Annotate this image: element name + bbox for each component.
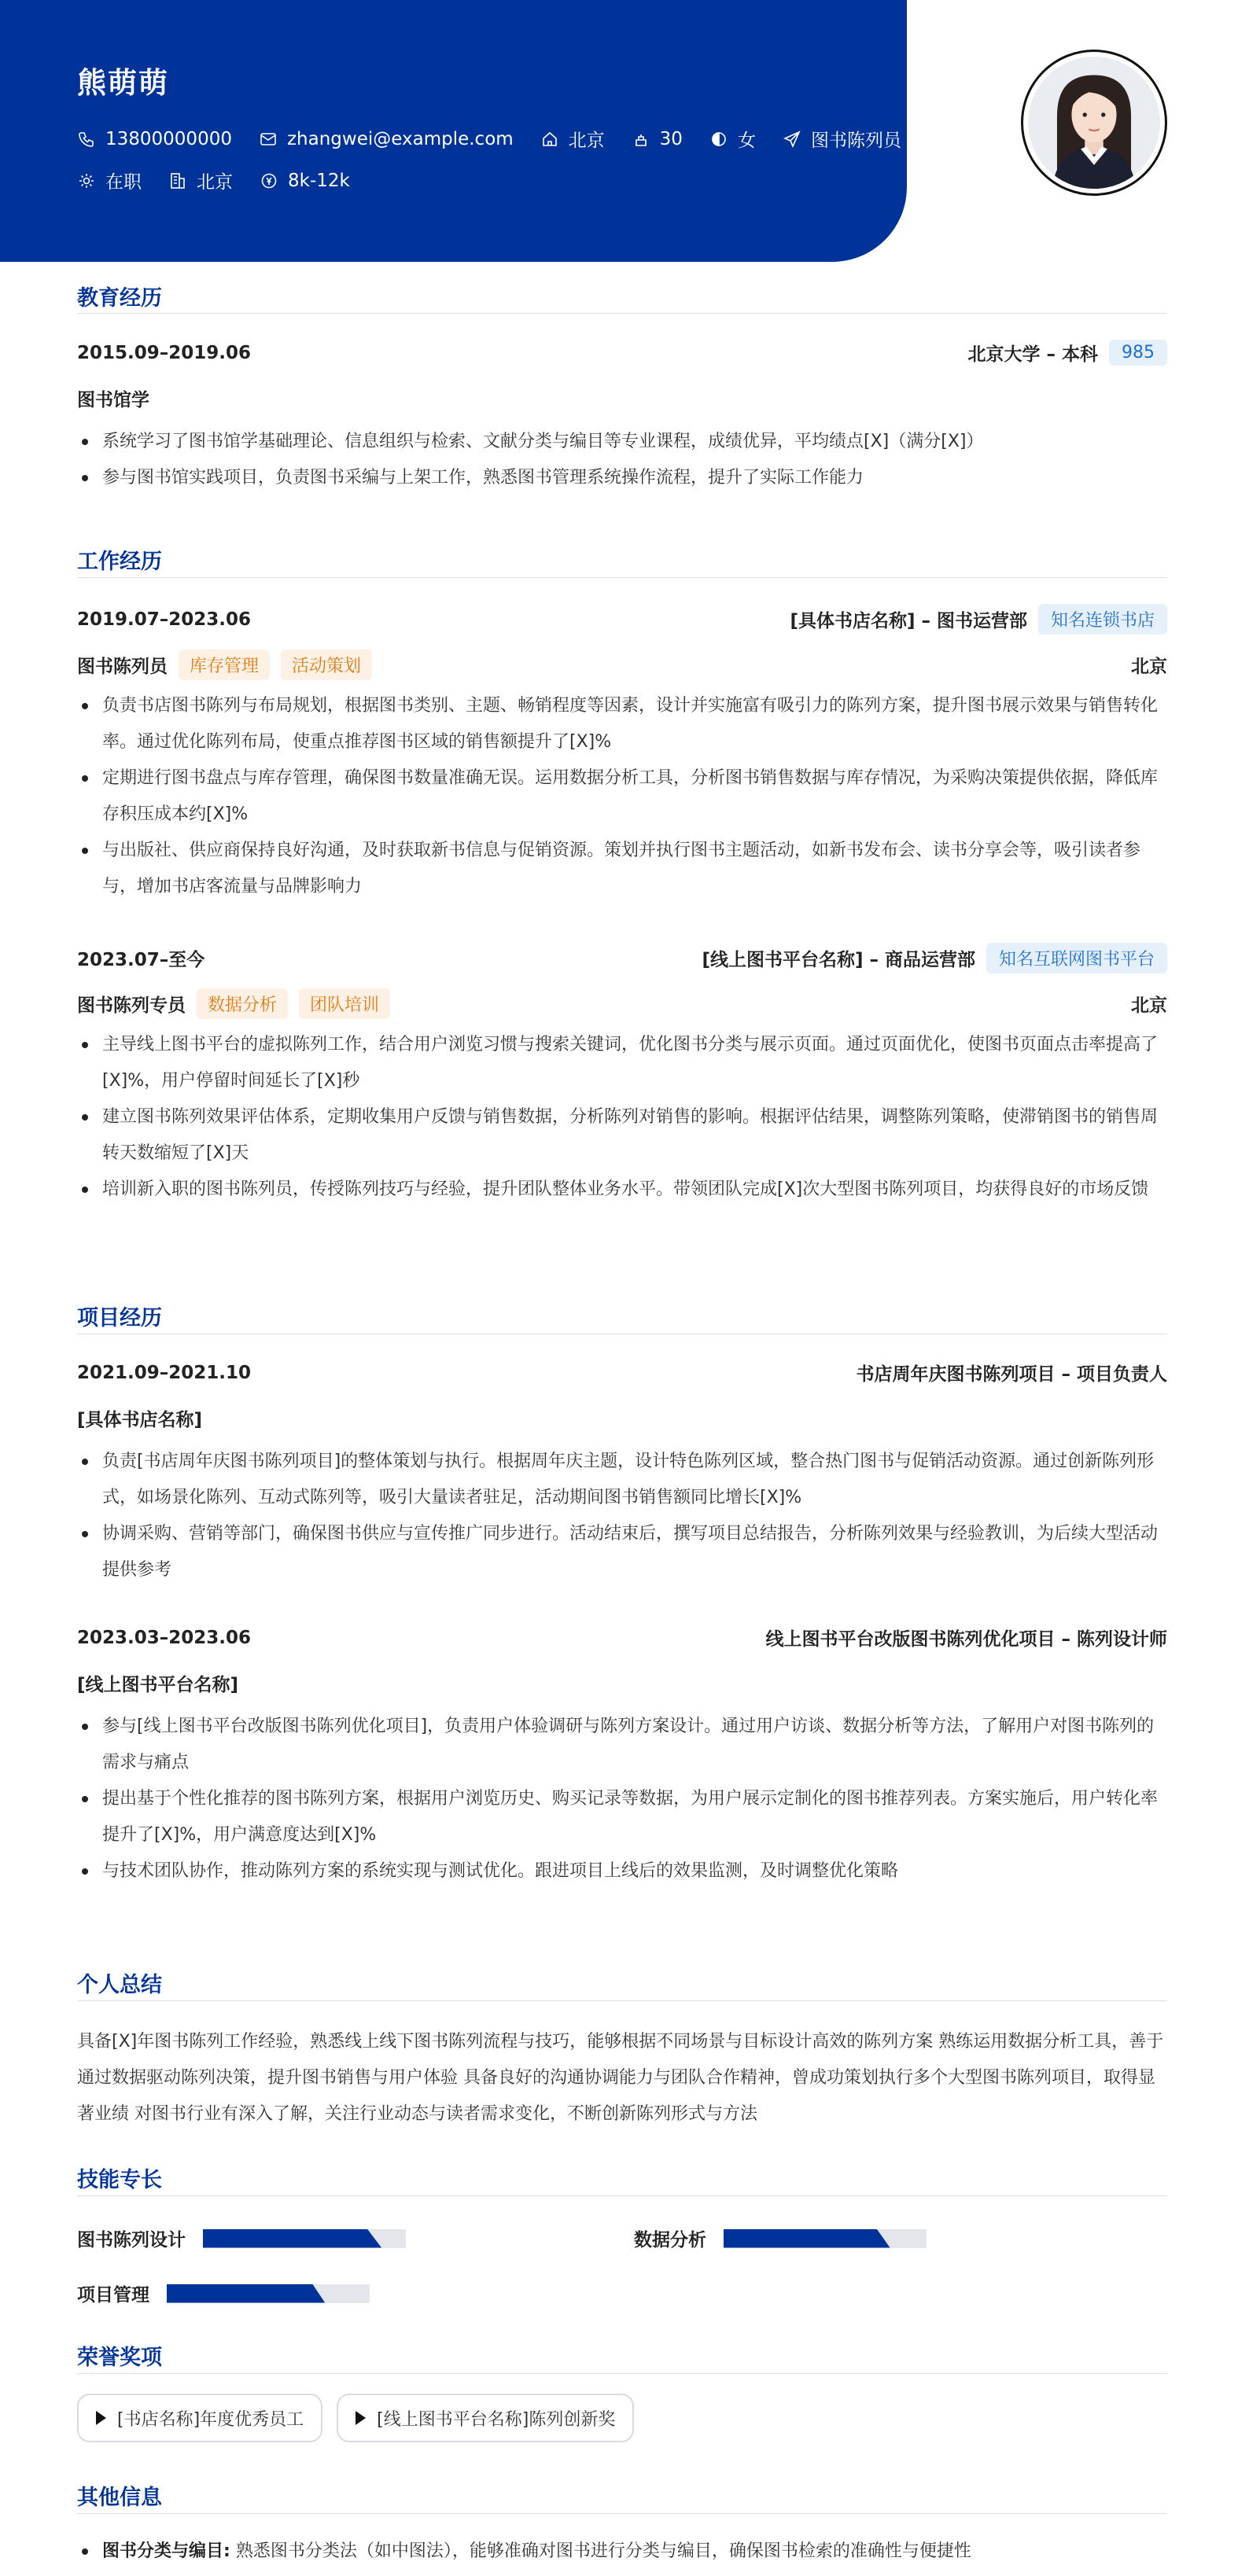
job-company: [线上图书平台名称] – 商品运营部 (702, 950, 975, 970)
summary-text: 具备[X]年图书陈列工作经验，熟悉线上线下图书陈列流程与技巧，能够根据不同场景与目标设计高效的陈列方案 熟练运用数据分析工具，善于通过数据驱动陈列决策，提升图书销售与用户体验 具备良好的沟通协调能力与团队合作精神，曾成功策划执行多个大型图书陈列项目，取得显著业绩 对图书行业有深入了解，关注行业动态与读者需求变化，不断创新陈列形式与方法 (77, 2032, 1164, 2124)
project-date: 2023.03–2023.06 (77, 1627, 252, 1648)
job-role-group (77, 988, 390, 1019)
job-skill-tag: 团队培训 (299, 988, 390, 1019)
list-item: 与技术团队协作，推动陈列方案的系统实现与测试优化。跟进项目上线后的效果监测，及时调整优化策略 (77, 1853, 1167, 1890)
target-city-item (168, 167, 233, 193)
age-icon (632, 130, 650, 149)
list-item: 与出版社、供应商保持良好沟通，及时获取新书信息与促销资源。策划并执行图书主题活动，如新书发布会、读书分享会等，吸引读者参与，增加书店客流量与品牌影响力 (77, 833, 1167, 905)
education-title: 教育经历 (77, 286, 162, 311)
phone-item (77, 129, 232, 149)
job-skill-tag: 数据分析 (197, 988, 288, 1019)
summary-title: 个人总结 (77, 1973, 162, 1997)
list-item (77, 2534, 1167, 2570)
section-divider (77, 577, 1167, 578)
contact-row (77, 126, 928, 152)
job-role-row (77, 988, 1167, 1019)
other-item-label: 图书分类与编目: (102, 2541, 230, 2561)
salary-text: 8k-12k (288, 170, 350, 191)
skill-bar (724, 2229, 927, 2248)
email-item (259, 129, 514, 149)
job-header-row (77, 604, 1167, 635)
job-bullets (77, 1027, 1167, 1208)
projects-title: 项目经历 (77, 1306, 162, 1330)
job-city: 北京 (1131, 995, 1167, 1016)
skill-item (634, 2225, 927, 2251)
education-tag: 985 (1109, 340, 1167, 366)
awards-title: 荣誉奖项 (77, 2346, 162, 2370)
award-chip (77, 2394, 322, 2442)
job-company-group (702, 943, 1167, 973)
phone-icon (77, 130, 96, 149)
education-date: 2015.09–2019.06 (77, 342, 252, 363)
status-icon (77, 171, 96, 190)
education-header-row (77, 340, 1167, 366)
skill-bar (203, 2229, 406, 2248)
list-item: 提出基于个性化推荐的图书陈列方案，根据用户浏览历史、购买记录等数据，为用户展示定制化的图书推荐列表。方案实施后，用户转化率提升了[X]%，用户满意度达到[X]% (77, 1781, 1167, 1853)
location-text: 北京 (568, 131, 605, 151)
job-role: 图书陈列专员 (77, 995, 186, 1016)
job-header-row (77, 943, 1167, 973)
skill-name: 图书陈列设计 (77, 2230, 186, 2250)
award-label: [书店名称]年度优秀员工 (117, 2409, 304, 2430)
play-triangle-icon (96, 2411, 106, 2425)
job-skill-tag: 库存管理 (179, 650, 270, 680)
project-org: [线上图书平台名称] (77, 1675, 239, 1695)
skill-bar (167, 2284, 370, 2303)
section-divider (77, 2000, 1167, 2001)
position-text: 图书陈列员 (810, 131, 901, 151)
position-item (783, 126, 901, 152)
age-text: 30 (659, 128, 683, 149)
mail-icon (259, 130, 278, 149)
avatar-photo (1028, 57, 1160, 189)
gender-text: 女 (737, 131, 756, 151)
list-item: 系统学习了图书馆学基础理论、信息组织与检索、文献分类与编目等专业课程，成绩优异，平均绩点[X]（满分[X]） (77, 424, 1167, 460)
email-text: zhangwei@example.com (286, 128, 514, 149)
work-title: 工作经历 (77, 550, 162, 574)
skill-bar-fill (724, 2229, 890, 2248)
award-chip (337, 2394, 634, 2442)
award-label: [线上图书平台名称]陈列创新奖 (377, 2409, 616, 2430)
project-bullets (77, 1444, 1167, 1588)
skill-item (77, 2280, 370, 2306)
send-icon (783, 130, 801, 149)
avatar (1021, 50, 1167, 196)
gender-item (709, 126, 756, 152)
project-header-row (77, 1360, 1167, 1386)
candidate-name: 熊萌萌 (77, 66, 169, 100)
list-item: 参与[线上图书平台改版图书陈列优化项目]，负责用户体验调研与陈列方案设计。通过用户访谈、数据分析等方法，了解用户对图书陈列的需求与痛点 (77, 1709, 1167, 1781)
project-header-row (77, 1625, 1167, 1650)
list-item: 协调采购、营销等部门，确保图书供应与宣传推广同步进行。活动结束后，撰写项目总结报告，分析陈列效果与经验教训，为后续大型活动提供参考 (77, 1516, 1167, 1588)
job-skill-tag: 活动策划 (281, 650, 372, 680)
skill-bar-fill (167, 2284, 325, 2303)
resume-header (0, 0, 907, 262)
education-school: 北京大学 – 本科 (967, 344, 1098, 365)
job-date: 2019.07–2023.06 (77, 609, 252, 630)
gender-icon (709, 130, 728, 149)
project-name: 线上图书平台改版图书陈列优化项目 – 陈列设计师 (765, 1629, 1167, 1650)
phone-text: 13800000000 (105, 128, 232, 149)
education-school-group (967, 340, 1167, 366)
education-bullets (77, 424, 1167, 496)
section-divider (77, 2513, 1167, 2514)
list-item: 负责[书店周年庆图书陈列项目]的整体策划与执行。根据周年庆主题，设计特色陈列区域，整合热门图书与促销活动资源。通过创新陈列形式，如场景化陈列、互动式陈列等，吸引大量读者驻足，活动期间图书销售额同比增长[X]% (77, 1444, 1167, 1516)
skill-item (77, 2225, 406, 2251)
education-major-row (77, 385, 1167, 411)
job-company: [具体书店名称] – 图书运营部 (790, 611, 1027, 631)
salary-item (260, 171, 350, 191)
job-company-group (790, 604, 1167, 635)
skill-bar-fill (203, 2229, 381, 2248)
job-role-row (77, 650, 1167, 680)
list-item: 主导线上图书平台的虚拟陈列工作，结合用户浏览习惯与搜索关键词，优化图书分类与展示页面。通过页面优化，使图书页面点击率提高了[X]%，用户停留时间延长了[X]秒 (77, 1027, 1167, 1099)
play-triangle-icon (356, 2411, 366, 2425)
location-item (540, 126, 605, 152)
status-item (77, 167, 142, 193)
section-divider (77, 2195, 1167, 2196)
job-company-tag: 知名互联网图书平台 (986, 943, 1167, 973)
skill-name: 数据分析 (634, 2230, 706, 2250)
home-icon (540, 130, 559, 149)
project-bullets (77, 1709, 1167, 1890)
section-divider (77, 2373, 1167, 2374)
project-date: 2021.09–2021.10 (77, 1362, 252, 1383)
skill-name: 项目管理 (77, 2285, 149, 2306)
job-role-group (77, 650, 372, 680)
other-title: 其他信息 (77, 2486, 162, 2510)
salary-icon (260, 171, 278, 190)
section-divider (77, 313, 1167, 314)
age-item (632, 129, 683, 149)
list-item: 负责书店图书陈列与布局规划，根据图书类别、主题、畅销程度等因素，设计并实施富有吸引力的陈列方案，提升图书展示效果与销售转化率。通过优化陈列布局，使重点推荐图书区域的销售额提升了[X]% (77, 688, 1167, 760)
project-org: [具体书店名称] (77, 1410, 203, 1430)
list-item: 培训新入职的图书陈列员，传授陈列技巧与经验，提升团队整体业务水平。带领团队完成[X]次大型图书陈列项目，均获得良好的市场反馈 (77, 1172, 1167, 1208)
status-text: 在职 (105, 172, 142, 193)
skills-title: 技能专长 (77, 2168, 162, 2192)
project-org-row (77, 1405, 1167, 1431)
job-bullets (77, 688, 1167, 905)
project-name: 书店周年庆图书陈列项目 – 项目负责人 (856, 1364, 1167, 1385)
target-city-text: 北京 (197, 172, 233, 193)
other-list (77, 2534, 1167, 2570)
project-org-row (77, 1670, 1167, 1696)
job-city: 北京 (1131, 657, 1167, 677)
other-item-text: 熟悉图书分类法（如中图法），能够准确对图书进行分类与编目，确保图书检索的准确性与便捷性 (235, 2541, 971, 2561)
list-item: 定期进行图书盘点与库存管理，确保图书数量准确无误。运用数据分析工具，分析图书销售数据与库存情况，为采购决策提供依据，降低库存积压成本约[X]% (77, 760, 1167, 833)
job-role: 图书陈列员 (77, 657, 168, 677)
status-row (77, 167, 377, 193)
building-icon (168, 171, 187, 190)
awards-list (77, 2394, 648, 2442)
education-major: 图书馆学 (77, 390, 149, 410)
job-date: 2023.07–至今 (77, 950, 205, 970)
job-company-tag: 知名连锁书店 (1038, 604, 1167, 635)
list-item: 参与图书馆实践项目，负责图书采编与上架工作，熟悉图书管理系统操作流程，提升了实际工作能力 (77, 460, 1167, 496)
list-item: 建立图书陈列效果评估体系，定期收集用户反馈与销售数据，分析陈列对销售的影响。根据评估结果，调整陈列策略，使滞销图书的销售周转天数缩短了[X]天 (77, 1099, 1167, 1172)
